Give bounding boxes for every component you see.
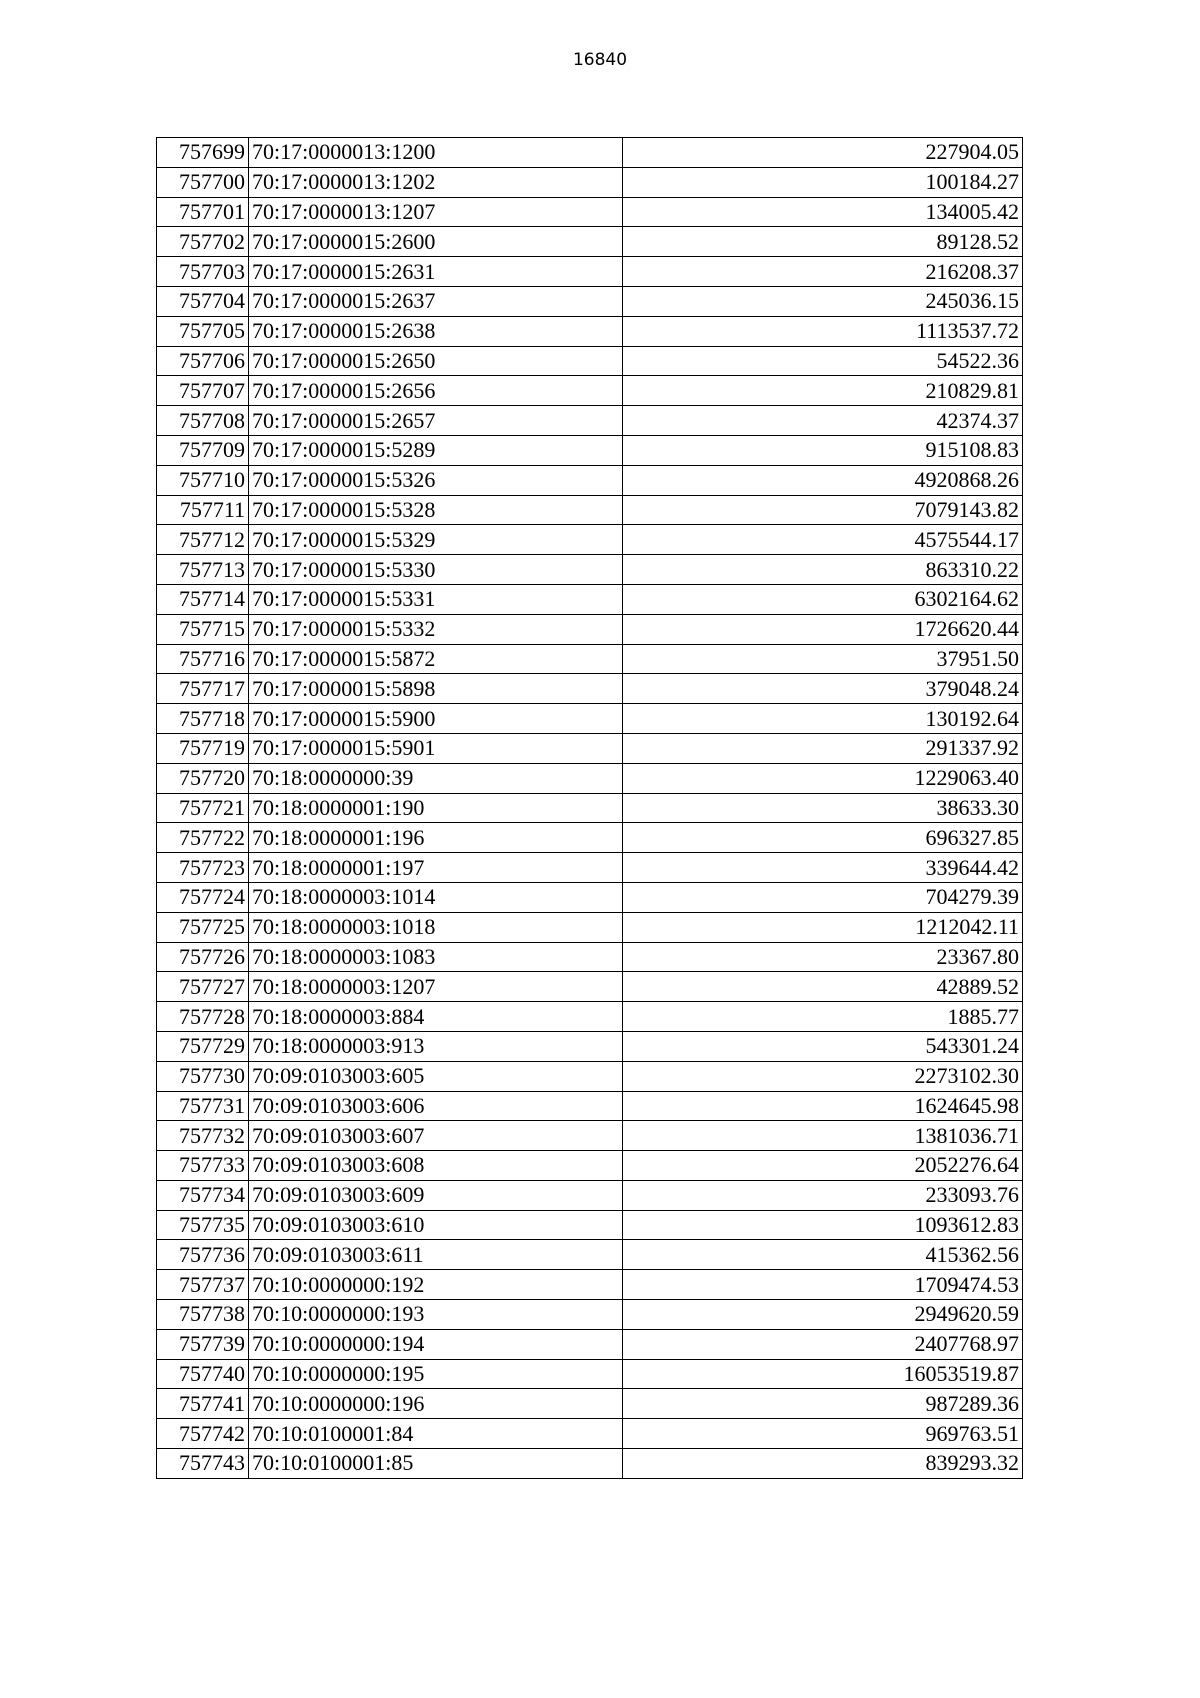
value-cell: 1229063.40 xyxy=(623,763,1023,793)
value-cell: 37951.50 xyxy=(623,644,1023,674)
value-cell: 1093612.83 xyxy=(623,1210,1023,1240)
table-row xyxy=(157,614,1023,644)
table-row xyxy=(157,733,1023,763)
cadastral-number-cell: 70:09:0103003:609 xyxy=(249,1180,623,1210)
value-cell: 987289.36 xyxy=(623,1389,1023,1419)
table-row xyxy=(157,197,1023,227)
table-body xyxy=(157,138,1023,1479)
row-number-cell: 757707 xyxy=(157,376,249,406)
cadastral-number-cell: 70:17:0000015:5329 xyxy=(249,525,623,555)
row-number-cell: 757722 xyxy=(157,823,249,853)
table-row xyxy=(157,853,1023,883)
cadastral-number-cell: 70:17:0000015:5332 xyxy=(249,614,623,644)
cadastral-number-cell: 70:10:0100001:84 xyxy=(249,1419,623,1449)
page-number: 16840 xyxy=(572,50,628,70)
cadastral-number-cell: 70:17:0000015:5330 xyxy=(249,555,623,585)
row-number-cell: 757725 xyxy=(157,912,249,942)
row-number-cell: 757739 xyxy=(157,1329,249,1359)
value-cell: 54522.36 xyxy=(623,346,1023,376)
table-row xyxy=(157,555,1023,585)
value-cell: 2273102.30 xyxy=(623,1061,1023,1091)
cadastral-number-cell: 70:18:0000003:913 xyxy=(249,1031,623,1061)
cadastral-number-cell: 70:18:0000003:884 xyxy=(249,1002,623,1032)
cadastral-number-cell: 70:17:0000015:5901 xyxy=(249,733,623,763)
value-cell: 2052276.64 xyxy=(623,1151,1023,1181)
row-number-cell: 757724 xyxy=(157,882,249,912)
table-row xyxy=(157,644,1023,674)
value-cell: 1212042.11 xyxy=(623,912,1023,942)
value-cell: 130192.64 xyxy=(623,704,1023,734)
value-cell: 1113537.72 xyxy=(623,316,1023,346)
row-number-cell: 757727 xyxy=(157,972,249,1002)
table-row xyxy=(157,942,1023,972)
cadastral-number-cell: 70:10:0000000:194 xyxy=(249,1329,623,1359)
row-number-cell: 757701 xyxy=(157,197,249,227)
value-cell: 2949620.59 xyxy=(623,1300,1023,1330)
cadastral-number-cell: 70:17:0000015:2656 xyxy=(249,376,623,406)
value-cell: 134005.42 xyxy=(623,197,1023,227)
row-number-cell: 757736 xyxy=(157,1240,249,1270)
cadastral-number-cell: 70:17:0000015:2637 xyxy=(249,286,623,316)
table-row xyxy=(157,793,1023,823)
table-row xyxy=(157,1180,1023,1210)
row-number-cell: 757741 xyxy=(157,1389,249,1419)
table-row xyxy=(157,1240,1023,1270)
table-row xyxy=(157,912,1023,942)
cadastral-number-cell: 70:09:0103003:611 xyxy=(249,1240,623,1270)
row-number-cell: 757706 xyxy=(157,346,249,376)
cadastral-number-cell: 70:18:0000003:1018 xyxy=(249,912,623,942)
row-number-cell: 757720 xyxy=(157,763,249,793)
row-number-cell: 757710 xyxy=(157,465,249,495)
cadastral-number-cell: 70:18:0000003:1083 xyxy=(249,942,623,972)
cadastral-number-cell: 70:09:0103003:608 xyxy=(249,1151,623,1181)
cadastral-number-cell: 70:10:0000000:195 xyxy=(249,1359,623,1389)
table-row xyxy=(157,257,1023,287)
row-number-cell: 757709 xyxy=(157,435,249,465)
value-cell: 1381036.71 xyxy=(623,1121,1023,1151)
table-row xyxy=(157,1002,1023,1032)
value-cell: 1726620.44 xyxy=(623,614,1023,644)
cadastral-number-cell: 70:09:0103003:605 xyxy=(249,1061,623,1091)
cadastral-number-cell: 70:18:0000001:196 xyxy=(249,823,623,853)
cadastral-number-cell: 70:17:0000013:1200 xyxy=(249,138,623,168)
table-row xyxy=(157,495,1023,525)
row-number-cell: 757740 xyxy=(157,1359,249,1389)
row-number-cell: 757704 xyxy=(157,286,249,316)
cadastral-number-cell: 70:17:0000015:5326 xyxy=(249,465,623,495)
table-row xyxy=(157,465,1023,495)
cadastral-number-cell: 70:17:0000015:5900 xyxy=(249,704,623,734)
cadastral-number-cell: 70:10:0000000:192 xyxy=(249,1270,623,1300)
value-cell: 339644.42 xyxy=(623,853,1023,883)
table-row xyxy=(157,435,1023,465)
row-number-cell: 757723 xyxy=(157,853,249,883)
cadastral-number-cell: 70:18:0000000:39 xyxy=(249,763,623,793)
cadastral-number-cell: 70:17:0000015:5328 xyxy=(249,495,623,525)
row-number-cell: 757728 xyxy=(157,1002,249,1032)
table-row xyxy=(157,1031,1023,1061)
cadastral-number-cell: 70:09:0103003:607 xyxy=(249,1121,623,1151)
table-row xyxy=(157,1449,1023,1479)
cadastral-number-cell: 70:18:0000001:197 xyxy=(249,853,623,883)
table-row xyxy=(157,1329,1023,1359)
cadastral-number-cell: 70:17:0000015:2657 xyxy=(249,406,623,436)
cadastral-number-cell: 70:17:0000013:1202 xyxy=(249,167,623,197)
value-cell: 4920868.26 xyxy=(623,465,1023,495)
cadastral-number-cell: 70:18:0000003:1014 xyxy=(249,882,623,912)
row-number-cell: 757711 xyxy=(157,495,249,525)
table-row xyxy=(157,346,1023,376)
row-number-cell: 757716 xyxy=(157,644,249,674)
cadastral-table xyxy=(156,137,1023,1479)
table-row xyxy=(157,316,1023,346)
cadastral-number-cell: 70:17:0000015:5331 xyxy=(249,584,623,614)
row-number-cell: 757705 xyxy=(157,316,249,346)
table-row xyxy=(157,286,1023,316)
value-cell: 704279.39 xyxy=(623,882,1023,912)
cadastral-number-cell: 70:10:0000000:196 xyxy=(249,1389,623,1419)
value-cell: 210829.81 xyxy=(623,376,1023,406)
value-cell: 4575544.17 xyxy=(623,525,1023,555)
row-number-cell: 757729 xyxy=(157,1031,249,1061)
table-row xyxy=(157,138,1023,168)
table-row xyxy=(157,823,1023,853)
row-number-cell: 757737 xyxy=(157,1270,249,1300)
table-row xyxy=(157,704,1023,734)
row-number-cell: 757732 xyxy=(157,1121,249,1151)
value-cell: 6302164.62 xyxy=(623,584,1023,614)
value-cell: 100184.27 xyxy=(623,167,1023,197)
row-number-cell: 757734 xyxy=(157,1180,249,1210)
table-row xyxy=(157,1151,1023,1181)
cadastral-number-cell: 70:18:0000003:1207 xyxy=(249,972,623,1002)
table-row xyxy=(157,1091,1023,1121)
table-row xyxy=(157,584,1023,614)
row-number-cell: 757726 xyxy=(157,942,249,972)
row-number-cell: 757712 xyxy=(157,525,249,555)
value-cell: 863310.22 xyxy=(623,555,1023,585)
table-row xyxy=(157,1359,1023,1389)
cadastral-number-cell: 70:17:0000015:2631 xyxy=(249,257,623,287)
row-number-cell: 757733 xyxy=(157,1151,249,1181)
row-number-cell: 757743 xyxy=(157,1449,249,1479)
cadastral-number-cell: 70:18:0000001:190 xyxy=(249,793,623,823)
value-cell: 1624645.98 xyxy=(623,1091,1023,1121)
table-row xyxy=(157,1061,1023,1091)
value-cell: 1709474.53 xyxy=(623,1270,1023,1300)
table-row xyxy=(157,972,1023,1002)
cadastral-number-cell: 70:17:0000013:1207 xyxy=(249,197,623,227)
cadastral-number-cell: 70:17:0000015:2638 xyxy=(249,316,623,346)
row-number-cell: 757717 xyxy=(157,674,249,704)
row-number-cell: 757742 xyxy=(157,1419,249,1449)
table-row xyxy=(157,167,1023,197)
value-cell: 42374.37 xyxy=(623,406,1023,436)
row-number-cell: 757721 xyxy=(157,793,249,823)
row-number-cell: 757731 xyxy=(157,1091,249,1121)
row-number-cell: 757713 xyxy=(157,555,249,585)
row-number-cell: 757718 xyxy=(157,704,249,734)
value-cell: 42889.52 xyxy=(623,972,1023,1002)
table-row xyxy=(157,1270,1023,1300)
row-number-cell: 757700 xyxy=(157,167,249,197)
row-number-cell: 757708 xyxy=(157,406,249,436)
value-cell: 291337.92 xyxy=(623,733,1023,763)
value-cell: 2407768.97 xyxy=(623,1329,1023,1359)
table-row xyxy=(157,674,1023,704)
row-number-cell: 757719 xyxy=(157,733,249,763)
value-cell: 1885.77 xyxy=(623,1002,1023,1032)
value-cell: 543301.24 xyxy=(623,1031,1023,1061)
table-row xyxy=(157,376,1023,406)
row-number-cell: 757715 xyxy=(157,614,249,644)
row-number-cell: 757703 xyxy=(157,257,249,287)
cadastral-number-cell: 70:17:0000015:5872 xyxy=(249,644,623,674)
value-cell: 415362.56 xyxy=(623,1240,1023,1270)
value-cell: 89128.52 xyxy=(623,227,1023,257)
table-row xyxy=(157,1210,1023,1240)
table-row xyxy=(157,1419,1023,1449)
value-cell: 696327.85 xyxy=(623,823,1023,853)
value-cell: 379048.24 xyxy=(623,674,1023,704)
row-number-cell: 757714 xyxy=(157,584,249,614)
value-cell: 216208.37 xyxy=(623,257,1023,287)
table-row xyxy=(157,406,1023,436)
cadastral-number-cell: 70:17:0000015:5898 xyxy=(249,674,623,704)
row-number-cell: 757730 xyxy=(157,1061,249,1091)
cadastral-number-cell: 70:17:0000015:2600 xyxy=(249,227,623,257)
value-cell: 969763.51 xyxy=(623,1419,1023,1449)
value-cell: 839293.32 xyxy=(623,1449,1023,1479)
table-row xyxy=(157,525,1023,555)
table-row xyxy=(157,882,1023,912)
cadastral-number-cell: 70:17:0000015:5289 xyxy=(249,435,623,465)
table-row xyxy=(157,1121,1023,1151)
row-number-cell: 757699 xyxy=(157,138,249,168)
value-cell: 245036.15 xyxy=(623,286,1023,316)
table-row xyxy=(157,1300,1023,1330)
value-cell: 233093.76 xyxy=(623,1180,1023,1210)
row-number-cell: 757702 xyxy=(157,227,249,257)
value-cell: 7079143.82 xyxy=(623,495,1023,525)
cadastral-number-cell: 70:10:0100001:85 xyxy=(249,1449,623,1479)
value-cell: 915108.83 xyxy=(623,435,1023,465)
row-number-cell: 757735 xyxy=(157,1210,249,1240)
cadastral-number-cell: 70:17:0000015:2650 xyxy=(249,346,623,376)
cadastral-number-cell: 70:09:0103003:610 xyxy=(249,1210,623,1240)
value-cell: 16053519.87 xyxy=(623,1359,1023,1389)
table-row xyxy=(157,1389,1023,1419)
cadastral-number-cell: 70:09:0103003:606 xyxy=(249,1091,623,1121)
cadastral-number-cell: 70:10:0000000:193 xyxy=(249,1300,623,1330)
table-row xyxy=(157,763,1023,793)
table-row xyxy=(157,227,1023,257)
value-cell: 227904.05 xyxy=(623,138,1023,168)
row-number-cell: 757738 xyxy=(157,1300,249,1330)
value-cell: 23367.80 xyxy=(623,942,1023,972)
value-cell: 38633.30 xyxy=(623,793,1023,823)
